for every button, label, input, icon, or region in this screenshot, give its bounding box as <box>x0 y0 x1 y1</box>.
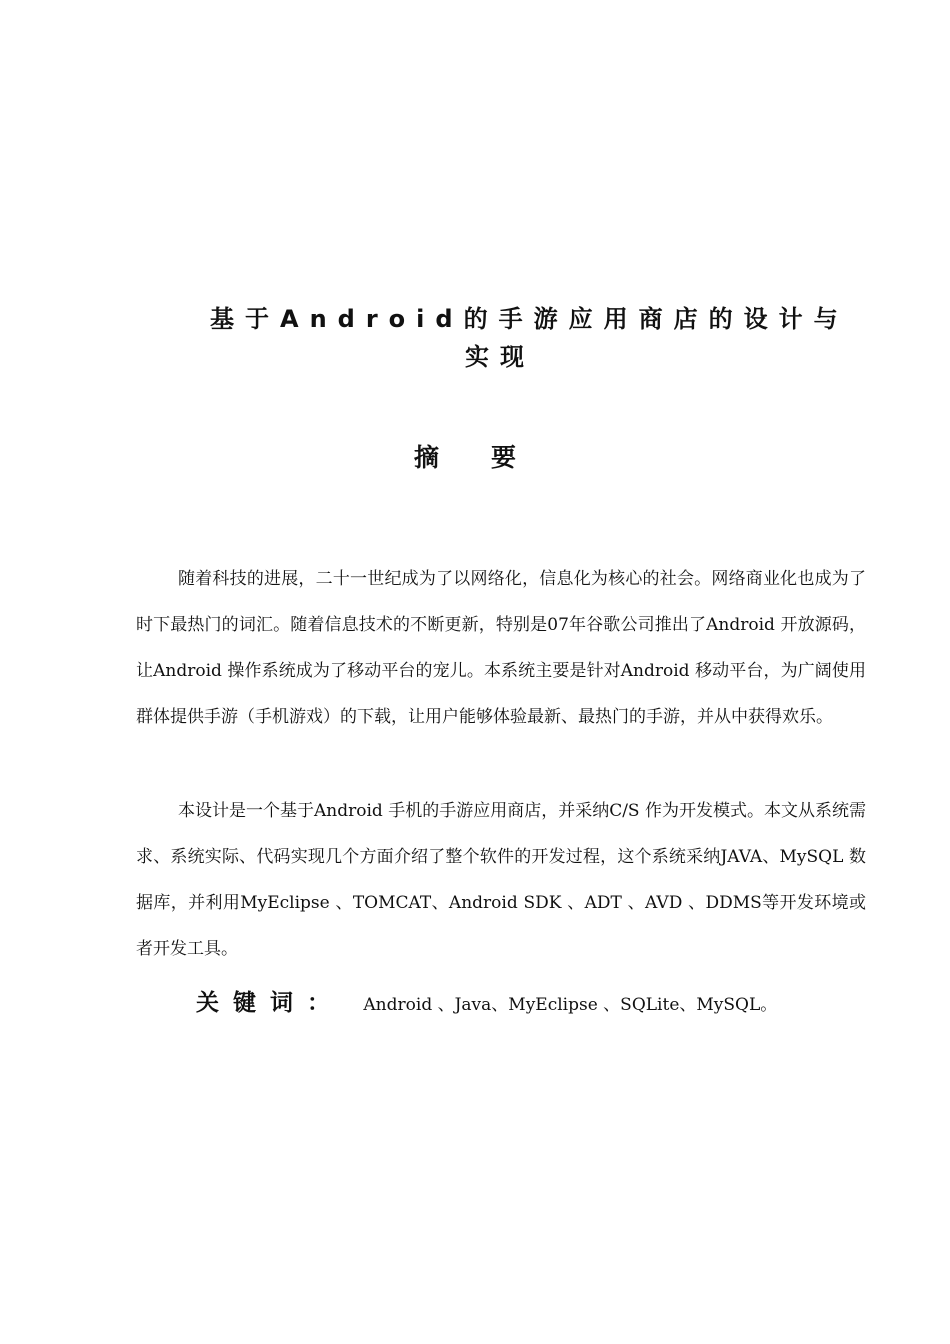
abstract-heading: 摘要 <box>413 443 568 472</box>
paragraph-text: 本设计是一个基于Android 手机的手游应用商店，并采纳C/S 作为开发模式。本文从系统需求、系统实际、代码实现几个方面介绍了整个软件的开发过程，这个系统采纳JAVA、MySQL 数据库，并利用MyEclipse 、TOMCAT、Android SDK 、ADT 、AVD 、DDMS等开发环境或者开发工具。 <box>136 801 866 959</box>
document-title <box>210 300 860 376</box>
keywords-line <box>196 986 876 1022</box>
abstract-paragraph-2 <box>136 788 866 972</box>
keywords-label: 关键词： <box>196 990 344 1016</box>
title-line-1: 基于Android的手游应用商店的设计与 <box>210 305 849 333</box>
abstract-paragraph-1 <box>136 556 866 740</box>
paragraph-text: 随着科技的进展，二十一世纪成为了以网络化，信息化为核心的社会。网络商业化也成为了时下最热门的词汇。随着信息技术的不断更新，特别是07年谷歌公司推出了Android 开放源码，让Android 操作系统成为了移动平台的宠儿。本系统主要是针对Android 移动平台，为广阔使用群体提供手游（手机游戏）的下载，让用户能够体验最新、最热门的手游，并从中获得欢乐。 <box>136 569 866 727</box>
keywords-value: Android 、Java、MyEclipse 、SQLite、MySQL。 <box>363 995 778 1015</box>
title-line-2: 实现 <box>465 343 535 371</box>
